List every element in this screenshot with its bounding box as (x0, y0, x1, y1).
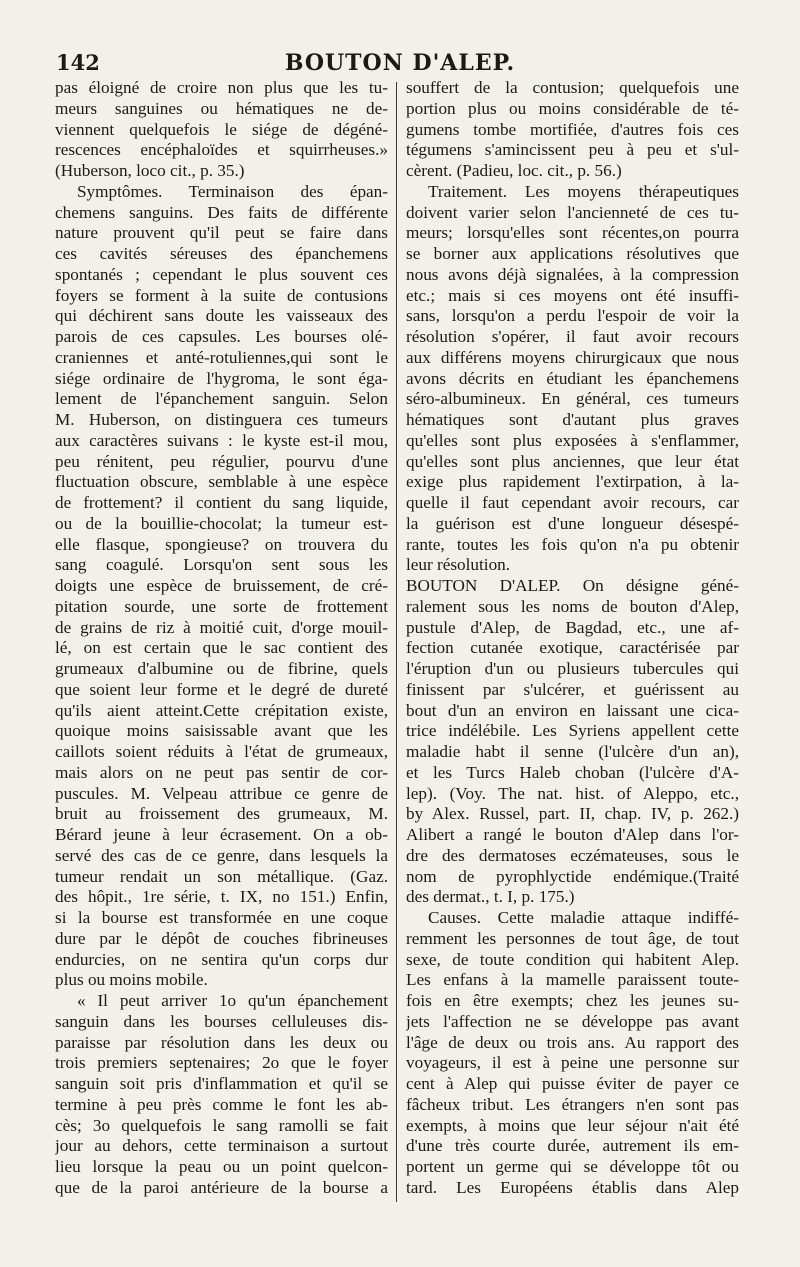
text-line: lé, on est certain que le sac contient des (55, 638, 388, 658)
text-line: craniennes et anté-rotuliennes,qui sont le (55, 347, 388, 367)
text-line: Causes. Cette maladie attaque indiffé- (428, 908, 739, 927)
text-line: rescences encéphaloïdes et squirrheuses.» (55, 140, 388, 160)
text-line: jour au dehors, cette terminaison a surtout (55, 1136, 388, 1156)
text-line: termine à peu près comme le font les ab- (55, 1094, 388, 1114)
text-line: trice indélébile. Les Syriens appellent cette (406, 721, 739, 741)
text-line: avons décrits en étudiant les épanchemens (406, 368, 739, 388)
text-line: qu'elles sont plus exposées à s'enflammer, (406, 430, 739, 450)
text-line: tard. Les Européens établis dans Alep (406, 1177, 739, 1197)
text-line: lep). (Voy. The nat. hist. of Aleppo, etc., (406, 783, 739, 803)
text-line: trois premiers septenaires; 2o que le foyer (55, 1053, 388, 1073)
page-number: 142 (56, 50, 100, 75)
text-line: qui déchirent sans doute les vaisseaux des (55, 306, 388, 326)
text-line: fois en être exempts; chez les jeunes su- (406, 991, 739, 1010)
text-line: mais alors on ne peut pas sentir de cor- (55, 762, 388, 782)
text-line: exempts, à moins que leur séjour n'ait été (406, 1115, 739, 1135)
text-line: tégumens s'amincissent peu à peu et s'ul- (406, 140, 739, 160)
text-line: M. Huberson, on distinguera ces tumeurs (55, 410, 388, 429)
text-line: aux caractères suivans : le kyste est-il mou, (55, 430, 388, 450)
text-line: sanguin soit pris d'inflammation et qu'il se (55, 1074, 388, 1093)
text-line: endurcies, on ne sentira qu'un corps dur (55, 949, 388, 969)
text-line: d'une très courte durée, autrement ils em- (406, 1136, 739, 1156)
text-line: foyers se forment à la suite de contusions (55, 285, 388, 305)
text-line: chemens sanguins. Des faits de différente (55, 202, 388, 222)
text-line: et les Turcs Haleb choban (l'ulcère d'A- (406, 762, 739, 782)
text-line: remment les personnes de tout âge, de tout (406, 928, 739, 948)
text-line: fection cutanée exotique, caractérisée par (406, 638, 739, 658)
text-line: spontanés ; cependant le plus souvent ces (55, 264, 388, 284)
text-line: dre des dermatoses eczémateuses, sous le (406, 845, 739, 865)
text-line: portent un germe qui se développe tôt ou (406, 1157, 739, 1176)
text-line: jets l'affection ne se développe pas avant (406, 1011, 739, 1031)
text-line: « Il peut arriver 1o qu'un épanchement (77, 991, 388, 1010)
text-line: l'âge de deux ou trois ans. Au rapport des (406, 1032, 739, 1052)
text-line: dure par le dépôt de couches fibrineuses (55, 928, 388, 948)
text-line: maladie habt il senne (l'ulcère d'un an), (406, 742, 739, 761)
text-line: se borner aux applications résolutives que (406, 244, 739, 263)
text-line: cent à Alep qui puisse éviter de payer ce (406, 1074, 739, 1093)
text-line: bout d'un an environ en laissant une cica- (406, 700, 739, 720)
text-line: sans, lorsqu'on a perdu l'espoir de voir la (406, 306, 739, 326)
column-divider (396, 82, 397, 1202)
text-line: pustule d'Alep, de Bagdad, etc., une af- (406, 617, 739, 637)
text-line: résolution s'opérer, il faut avoir recours (406, 327, 739, 346)
text-line: puscules. M. Velpeau attribue ce genre de (55, 783, 388, 803)
text-line: aux différens moyens chirurgicaux que nous (406, 347, 739, 367)
page-header (0, 50, 800, 80)
text-line: voyageurs, il est à peine une personne sur (406, 1053, 739, 1073)
text-line: ces cavités séreuses des épanchemens (55, 244, 388, 263)
text-line: by Alex. Russel, part. II, chap. IV, p. 262.) (406, 804, 739, 824)
text-line: sang coagulé. Lorsqu'on sent sous les (55, 555, 388, 575)
text-line: que soient leur forme et le degré de dureté (55, 679, 388, 699)
text-line: Bérard jeune à leur écrasement. On a ob- (55, 825, 388, 844)
text-line: doigts une espèce de bruissement, de cré- (55, 576, 388, 595)
text-line: sanguin dans les bourses celluleuses dis- (55, 1011, 388, 1031)
text-line: portion plus ou moins considérable de té- (406, 98, 739, 118)
text-line: quelle il faut cependant avoir recours, car (406, 493, 739, 512)
text-line: séro-albumineux. En général, ces tumeurs (406, 389, 739, 409)
text-line: tumeur rendait un son métallique. (Gaz. (55, 866, 388, 886)
text-line: finissent par s'ulcérer, et guérissent au (406, 679, 739, 699)
text-line: paraisse par résolution dans les deux ou (55, 1032, 388, 1052)
text-line: des dermat., t. I, p. 175.) (406, 887, 575, 907)
text-line: de grains de riz à moitié cuit, d'orge mouil- (55, 617, 388, 637)
text-line: grumeaux d'albumine ou de fibrine, quels (55, 659, 388, 678)
text-line: lement de l'épanchement sanguin. Selon (55, 389, 388, 409)
right-text-column (406, 78, 739, 1199)
text-line: Symptômes. Terminaison des épan- (77, 181, 388, 201)
text-line: bruit au froissement des grumeaux, M. (55, 804, 388, 824)
text-line: Alibert a rangé le bouton d'Alep dans l'or- (406, 825, 739, 844)
text-line: ou de la bouillie-chocolat; la tumeur est- (55, 513, 388, 533)
text-line: exige plus rapidement l'extirpation, à la- (406, 472, 739, 492)
text-line: leur résolution. (406, 555, 511, 575)
text-line: BOUTON D'ALEP. On désigne géné- (406, 576, 739, 595)
text-line: pas éloigné de croire non plus que les tu- (55, 78, 388, 97)
text-line: meurs; lorsqu'elles sont récentes,on pourra (406, 223, 739, 243)
text-line: pitation sourde, une sorte de frottement (55, 596, 388, 616)
text-line: cèrent. (Padieu, loc. cit., p. 56.) (406, 161, 622, 180)
text-line: doivent varier selon l'ancienneté de ces tu- (406, 202, 739, 222)
text-line: ralement sous les noms de bouton d'Alep, (406, 596, 739, 616)
text-line: etc.; mais si ces moyens ont été insuffi- (406, 285, 739, 305)
text-line: meurs sanguines ou hématiques ne de- (55, 98, 388, 118)
text-line: parois de ces capsules. Les bourses olé- (55, 327, 388, 346)
text-line: peu rénitent, peu régulier, pourvu d'une (55, 451, 388, 471)
text-line: nous avons déjà signalées, à la compression (406, 264, 739, 284)
text-line: cès; 3o quelquefois le sang ramolli se fait (55, 1115, 388, 1135)
text-line: gumens tombe mortifiée, d'autres fois ces (406, 119, 739, 139)
text-line: l'éruption d'un ou plusieurs tubercules qui (406, 659, 739, 678)
text-line: caillots soient réduits à l'état de grumeaux, (55, 742, 388, 761)
text-line: nom de pyrophlyctide endémique.(Traité (406, 866, 739, 886)
text-line: des hôpit., 1re série, t. IX, no 151.) Enfin, (55, 887, 388, 907)
text-line: hématiques sont d'autant plus graves (406, 410, 739, 429)
text-line: que de la paroi antérieure de la bourse a (55, 1177, 388, 1197)
text-line: qu'elles sont plus anciennes, que leur état (406, 451, 739, 471)
text-line: elle flasque, spongieuse? on trouvera du (55, 534, 388, 554)
text-line: sexe, de toute condition qui habitent Alep. (406, 949, 739, 969)
text-line: fâcheux tribut. Les étrangers n'en sont pas (406, 1094, 739, 1114)
text-line: rante, toutes les fois qu'on n'a pu obtenir (406, 534, 739, 554)
text-line: Les enfans à la mamelle paraissent toute- (406, 970, 739, 990)
text-line: (Huberson, loco cit., p. 35.) (55, 161, 245, 180)
text-line: si la bourse est transformée en une coque (55, 908, 388, 927)
text-line: la guérison est d'une longueur désespé- (406, 513, 739, 533)
text-line: plus ou moins mobile. (55, 970, 208, 990)
text-line: souffert de la contusion; quelquefois une (406, 78, 739, 97)
text-line: viennent quelquefois le siége de dégéné- (55, 119, 388, 139)
text-line: Traitement. Les moyens thérapeutiques (428, 181, 739, 201)
text-line: quoique moins saisissable avant que les (55, 721, 388, 741)
text-line: servé des cas de ce genre, dans lesquels la (55, 845, 388, 865)
text-line: nature prouvent qu'il peut se faire dans (55, 223, 388, 243)
text-line: lieu lorsque la peau ou un point quelcon- (55, 1157, 388, 1176)
text-line: siége ordinaire de l'hygroma, le sont éga- (55, 368, 388, 388)
text-line: de frottement? il contient du sang liquide, (55, 493, 388, 512)
left-text-column (55, 78, 388, 1199)
text-line: fluctuation obscure, semblable à une espèce (55, 472, 388, 492)
running-title: BOUTON D'ALEP. (284, 50, 516, 76)
text-line: qu'ils aient atteint.Cette crépitation existe, (55, 700, 388, 720)
